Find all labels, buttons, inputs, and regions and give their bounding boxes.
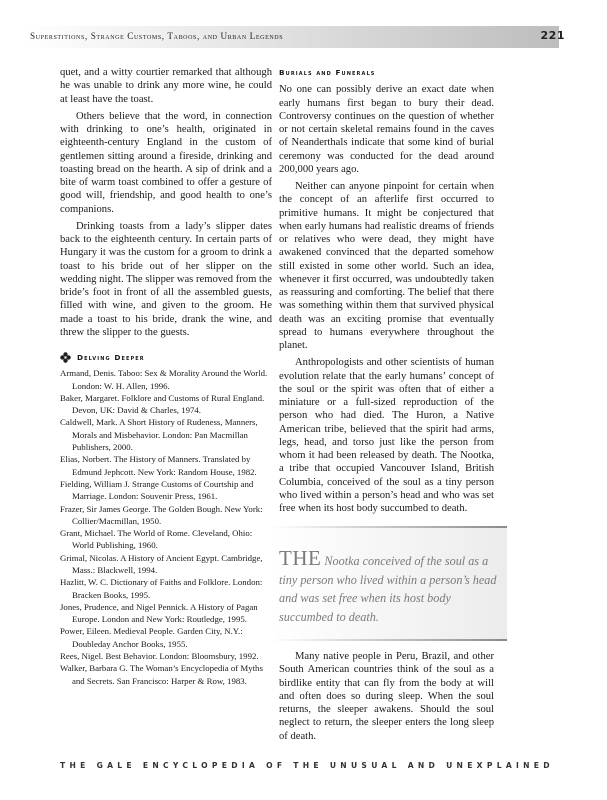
paragraph: Many native people in Peru, Brazil, and other South American countries think of the soul as a birdlike entity that can fly from the body at will and often does so during sleep. When the soul returns, the sleeper awakens. Should the soul neglect to return, the sleeper enters the long sleep of death. [279,651,494,742]
pull-quote [279,546,504,626]
reference-item: Fielding, William J. Strange Customs of Courtship and Marriage. London: Souvenir Press, 1961. [60,478,254,502]
pull-quote-bottom-rule [271,639,507,641]
pull-quote-lead: THE [279,546,322,570]
reference-item: Walker, Barbara G. The Woman’s Encyclopedia of Myths and Secrets. San Francisco: Harper & Row, 1983. [60,663,263,686]
reference-item: Baker, Margaret. Folklore and Customs of Rural England. Devon, UK: David & Charles, 1974. [60,392,265,416]
pull-quote-top-rule [271,526,507,528]
header-title: Superstitions, Strange Customs, Taboos, and Urban Legends [30,31,284,41]
reference-item: Power, Eileen. Medieval People. Garden City, N.Y.: Doubleday Anchor Books, 1955. [60,626,243,649]
left-column [60,66,272,687]
running-header [0,26,607,48]
reference-item: Grimal, Nicolas. A History of Ancient Egypt. Cambridge, Mass.: Blackwell, 1994. [60,552,263,575]
right-column-continued [279,650,494,743]
reference-item: Jones, Prudence, and Nigel Pennick. A History of Pagan Europe. London and New York: Routledge, 1995. [60,601,258,625]
reference-item: Rees, Nigel. Best Behavior. London: Bloomsbury, 1992. [60,651,259,662]
running-footer: THE GALE ENCYCLOPEDIA OF THE UNUSUAL AND UNEXPLAINED [60,761,554,770]
paragraph: Drinking toasts from a lady’s slipper dates back to the eighteenth century. In certain parts of Hungary it was the custom for a groom to drink a toast to his bride out of her slipper on the wedding night. The slipper was removed from the bride’s foot in front of all the assembled guests, filled with wine, and given to the groom. He made a toast to his bride, drank the wine, and threw the slipper to the guests. [60,220,272,338]
reference-item: Armand, Denis. Taboo: Sex & Morality Around the World. London: W. H. Allen, 1996. [60,368,268,391]
paragraph: Anthropologists and other scientists of human evolution relate that the early humans’ concept of the soul or the spirit was often that of either a miniature or a full-sized reproduction of the person who had died. The Huron, a Native American tribe, believed that the spirit had arms, legs, head, and torso just like the person from whom it had been released by death. The Nootka, a tribe that occupied Vancouver Island, British Columbia, conceived of the soul as a tiny person who lived within a person’s head and who was set free when its host body succumbed to death. [279,357,494,514]
paragraph: Neither can anyone pinpoint for certain when the concept of an afterlife first occurred to primitive humans. It might be conjectured that when early humans had realistic dreams of friends or relatives who were dead, they might have awakened convinced that the departed somehow still existed in some other world. Such an idea, whenever it first occurred, was undoubtedly taken as reassuring and comforting. The belief that there was something within them that survived physical death was an exciting promise that eventually spread to humans everywhere throughout the planet. [279,181,494,351]
paragraph: No one can possibly derive an exact date when early humans first began to bury their dead. Controversy continues on the question of whether or not certain skeletal remains found in the caves of Neanderthals indicate that some kind of burial ceremony was conducted for the dead around 200,000 years ago. [279,84,494,175]
reference-list [60,367,272,687]
reference-item: Grant, Michael. The World of Rome. Cleveland, Ohio: World Publishing, 1960. [60,528,253,551]
reference-item: Caldwell, Mark. A Short History of Rudeness, Manners, Morals and Misbehavior. London: Pan Macmillan Publishers, 2000. [60,417,258,453]
section-subheading: Burials and Funerals [279,68,376,77]
delving-deeper-heading [60,351,272,364]
delving-deeper-label: Delving Deeper [77,353,145,362]
reference-item: Hazlitt, W. C. Dictionary of Faiths and Folklore. London: Bracken Books, 1995. [60,577,263,600]
right-column [279,66,494,515]
pull-quote-text: Nootka conceived of the soul as a tiny person who lived within a person’s head and was set free when its host body succumbed to death. [279,554,497,624]
reference-item: Frazer, Sir James George. The Golden Bough. New York: Collier/Macmillan, 1950. [60,503,263,526]
paragraph: quet, and a witty courtier remarked that although he was unable to drink any more wine, he could at least have the toast. [60,67,272,105]
paragraph: Others believe that the word, in connection with drinking to one’s health, originated in eighteenth-century England in the custom of gentlemen sitting around a fireside, drinking and toasting bread on the hearth. A sip of drink and a bite of warm toast combined to offer a gesture of good will, friendship, and good health to one’s companions. [60,110,272,215]
flower-bullet-icon [60,352,71,363]
reference-item: Elias, Norbert. The History of Manners. Translated by Edmund Jephcott. New York: Random House, 1982. [60,454,257,477]
page-number: 221 [540,29,565,42]
